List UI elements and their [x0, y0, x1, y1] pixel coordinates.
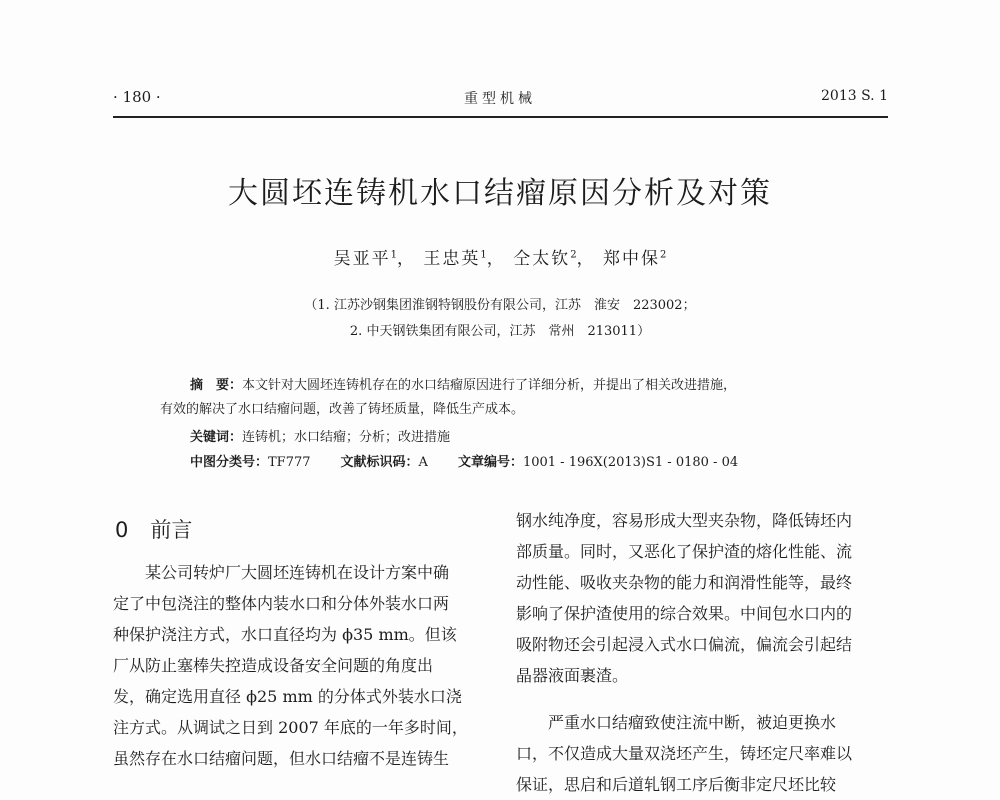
affiliation: 2. 中天钢铁集团有限公司，江苏 常州 213011）: [349, 324, 651, 339]
page-number: · 180 ·: [113, 88, 161, 106]
section-title: 前言: [150, 518, 193, 542]
left-column: [113, 557, 485, 774]
article-title: 大圆坯连铸机水口结瘤原因分析及对策: [228, 176, 772, 211]
abstract-label: 摘 要：: [190, 378, 243, 393]
abstract: [190, 375, 736, 397]
body-line: 保证，思启和后道轧钢工序后衡非定尺坯比较: [516, 775, 837, 794]
doc-code-value: A: [418, 455, 428, 470]
body-line: 晶器液面裹渣。: [516, 666, 629, 685]
header-rule: [113, 116, 888, 118]
paragraph-gap: [516, 691, 888, 707]
author-list: 吴亚平$^1$， 王忠英$^1$， 仝太钦$^2$， 郑中保$^2$: [333, 249, 667, 269]
author-name: 郑中保: [602, 249, 660, 269]
clc-value: TF777: [268, 455, 311, 470]
body-line: 发，确定选用直径 ϕ25 mm 的分体式外装水口浇: [113, 687, 462, 706]
body-line: 定了中包浇注的整体内装水口和分体外装水口两: [113, 594, 450, 613]
author-name: 吴亚平: [333, 249, 391, 269]
affiliation: （1. 江苏沙钢集团淮钢特钢股份有限公司，江苏 淮安 223002；: [304, 298, 696, 313]
section-number: 0: [115, 518, 129, 542]
article-number-label: 文章编号：: [457, 455, 523, 470]
author-name: 王忠英: [423, 249, 481, 269]
author-affil-mark: 2: [570, 249, 577, 261]
body-line: 某公司转炉厂大圆坯连铸机在设计方案中确: [145, 563, 450, 582]
body-line: 影响了保护渣使用的综合效果。中间包水口内的: [516, 604, 853, 623]
author-affil-mark: 2: [659, 249, 667, 261]
section-heading: [115, 514, 192, 544]
doc-code-label: 文献标识码：: [340, 455, 419, 470]
body-line: 吸附物还会引起浸入式水口偏流，偏流会引起结: [516, 635, 853, 654]
classification-line: [190, 452, 738, 474]
article-number-value: 1001 - 196X(2013)S1 - 0180 - 04: [522, 455, 739, 470]
body-line: 钢水纯净度，容易形成大型夹杂物，降低铸坯内: [516, 511, 853, 530]
keywords-label: 关键词：: [190, 430, 243, 445]
body-line: 种保护浇注方式，水口直径均为 ϕ35 mm。但该: [113, 625, 457, 644]
body-line: 严重水口结瘤致使注流中断，被迫更换水: [548, 713, 837, 732]
abstract-continued: 有效的解决了水口结瘤问题，改善了铸坯质量，降低生产成本。: [160, 402, 525, 417]
keywords-text: 连铸机；水口结瘤；分析；改进措施: [242, 430, 451, 445]
body-line: 注方式。从调试之日到 2007 年底的一年多时间，: [113, 718, 468, 737]
body-line: 口，不仅造成大量双浇坯产生，铸坯定尺率难以: [516, 744, 853, 763]
body-line: 部质量。同时，又恶化了保护渣的熔化性能、流: [516, 542, 853, 561]
author-affil-mark: 1: [390, 249, 398, 261]
body-line: 虽然存在水口结瘤问题，但水口结瘤不是连铸生: [113, 749, 450, 768]
author-name: 仝太钦: [513, 249, 571, 269]
abstract-text: 本文针对大圆坯连铸机存在的水口结瘤原因进行了详细分析，并提出了相关改进措施，: [242, 378, 737, 393]
body-line: 厂从防止塞棒失控造成设备安全问题的角度出: [113, 656, 434, 675]
keywords: [190, 427, 450, 449]
body-line: 动性能、吸收夹杂物的能力和润滑性能等，最终: [516, 573, 853, 592]
issue-number: 2013 S. 1: [821, 88, 888, 104]
author-affil-mark: 1: [480, 249, 487, 261]
journal-name: 重型机械: [464, 91, 536, 107]
right-column: [516, 505, 888, 800]
clc-label: 中图分类号：: [190, 455, 269, 470]
